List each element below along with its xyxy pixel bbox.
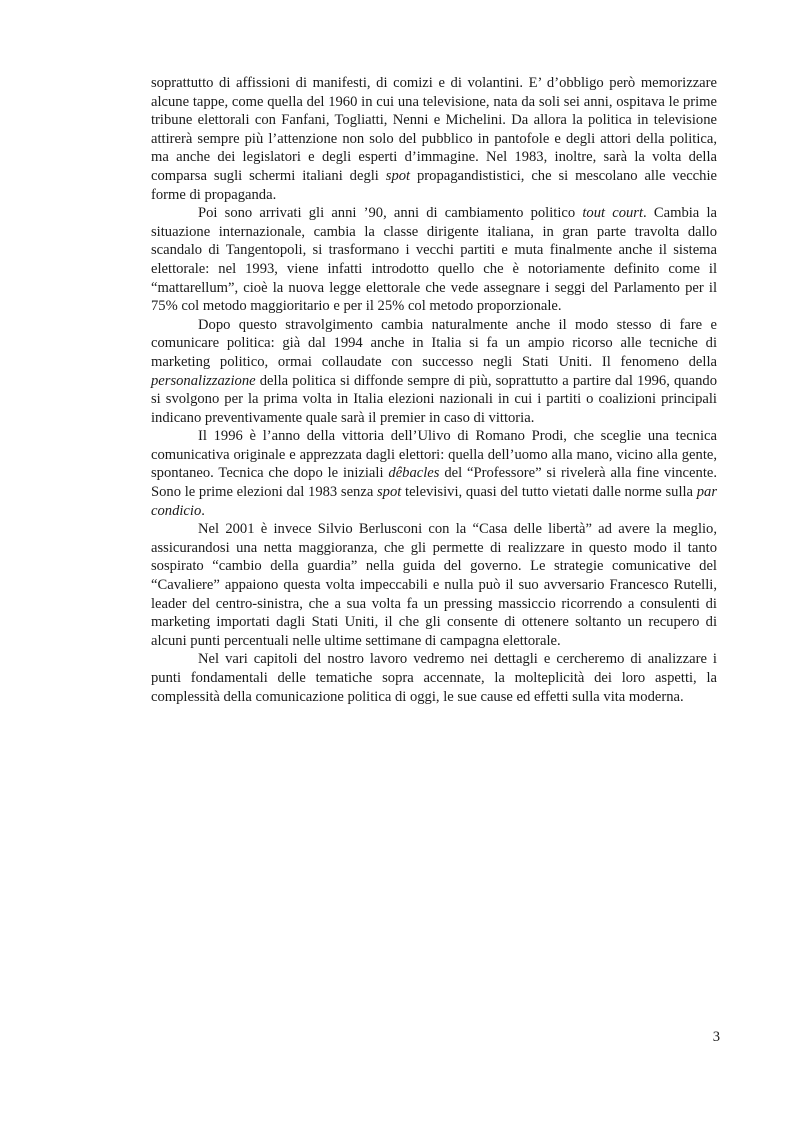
paragraph-3-segment-3: della politica si diffonde sempre di più, soprattutto a partire dal 1996, quando si svolgono per la prima volta in Italia elezioni nazionali in cui i partiti o coalizioni principali indicano preventivamente quale sarà il premier in caso di vittoria. bbox=[151, 372, 717, 426]
italic-term-par-condicio: par condicio bbox=[151, 484, 717, 519]
paragraph-5-segment-1: Nel 2001 è invece Silvio Berlusconi con la “Casa delle libertà” ad avere la meglio, assicurandosi una netta maggioranza, che gli permette di realizzare in questo modo il tanto sospirato “cambio della guardia” nella guida del governo. Le strategie comunicative del “Cavaliere” appaiono questa volta impeccabili e nulla può il suo avversario Francesco Rutelli, leader del centro-sinistra, che a sua volta fa un pressing massiccio ricorrendo a consulenti di marketing importati dagli Stati Uniti, il che gli consente di ottenere soltanto un recupero di alcuni punti percentuali nelle ultime settimane di campagna elettorale. bbox=[151, 521, 717, 649]
paragraph-6 bbox=[151, 650, 717, 706]
paragraph-6-segment-1: Nel vari capitoli del nostro lavoro vedremo nei dettagli e cercheremo di analizzare i punti fondamentali delle tematiche sopra accennate, la molteplicità dei loro aspetti, la complessità della comunicazione politica di oggi, le sue cause ed effetti sulla vita moderna. bbox=[151, 651, 717, 705]
paragraph-5 bbox=[151, 520, 717, 650]
body-text bbox=[151, 74, 717, 706]
paragraph-4 bbox=[151, 427, 717, 520]
paragraph-1-segment-1: soprattutto di affissioni di manifesti, di comizi e di volantini. E’ d’obbligo però memorizzare alcune tappe, come quella del 1960 in cui una televisione, nata da soli sei anni, ospitava le prime tribune elettorali con Fanfani, Togliatti, Nenni e Michelini. Da allora la politica in televisione attirerà sempre più l’attenzione non solo del pubblico in pantofole e degli attori della politica, ma anche dei legislatori e degli esperti d’immagine. Nel 1983, inoltre, sarà la volta della comparsa sugli schermi italiani degli bbox=[151, 75, 717, 184]
paragraph-3-segment-1: Dopo questo stravolgimento cambia naturalmente anche il modo stesso di fare e comunicare politica: già dal 1994 anche in Italia si fa un ampio ricorso alle tecniche di marketing politico, ormai collaudate con successo negli Stati Uniti. Il fenomeno della bbox=[151, 316, 717, 370]
paragraph-3 bbox=[151, 316, 717, 428]
paragraph-4-segment-7: . bbox=[201, 502, 205, 519]
paragraph-2-segment-1: Poi sono arrivati gli anni ’90, anni di cambiamento politico bbox=[198, 205, 583, 222]
page-number: 3 bbox=[712, 1029, 720, 1045]
paragraph-4-segment-1: Il 1996 è l’anno della vittoria dell’Ulivo di Romano Prodi, che sceglie una tecnica comunicativa originale e apprezzata dagli elettori: quella dell’uomo alla mano, vicino alla gente, spontaneo. Tecnica che dopo le iniziali bbox=[151, 428, 717, 482]
italic-term-tout-court: tout court bbox=[582, 205, 644, 222]
paragraph-1 bbox=[151, 74, 717, 204]
paragraph-1-segment-3: propagandististici, che si mescolano alle vecchie forme di propaganda. bbox=[151, 167, 717, 203]
italic-term-debacles: dêbacles bbox=[388, 465, 440, 482]
paragraph-2 bbox=[151, 204, 717, 316]
paragraph-2-segment-3: . Cambia la situazione internazionale, cambia la classe dirigente italiana, in gran parte travolta dallo scandalo di Tangentopoli, si trasformano i vecchi partiti e muta finalmente anche il sistema elettorale: nel 1993, viene infatti introdotto quello che è notoriamente definito come il “mattarellum”, cioè la nuova legge elettorale che vede assegnare i seggi del Parlamento per il 75% col metodo maggioritario e per il 25% col metodo proporzionale. bbox=[151, 205, 717, 315]
paragraph-4-segment-5: televisivi, quasi del tutto vietati dalle norme sulla bbox=[401, 484, 697, 501]
italic-term-spot: spot bbox=[377, 484, 402, 501]
italic-term-personalizzazione: personalizzazione bbox=[151, 372, 256, 389]
paragraph-4-segment-3: del “Professore” si rivelerà alla fine vincente. Sono le prime elezioni dal 1983 senza bbox=[151, 465, 717, 501]
italic-term-spot: spot bbox=[385, 167, 411, 184]
